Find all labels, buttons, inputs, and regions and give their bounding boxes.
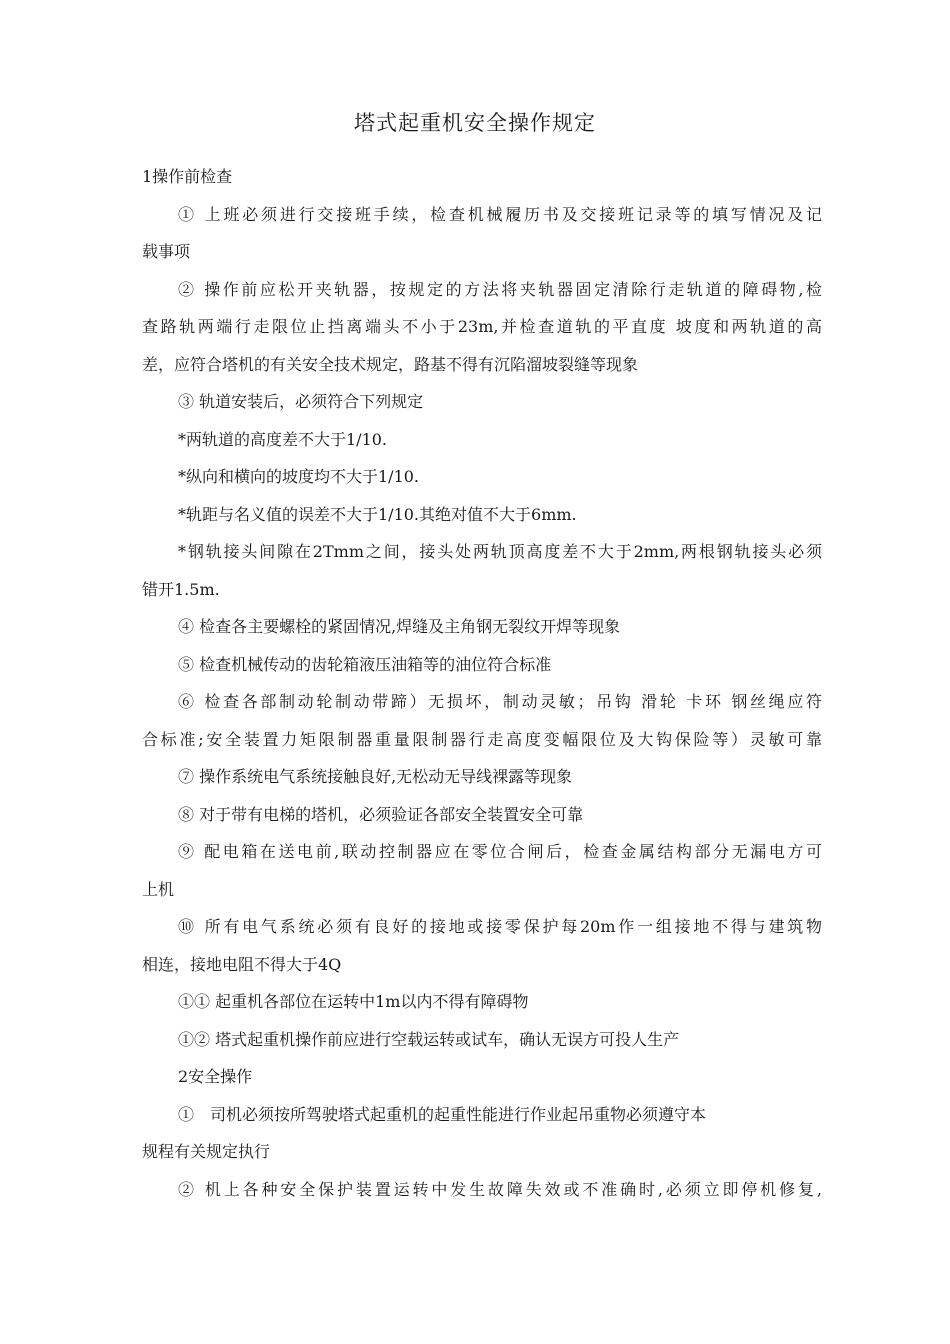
text-line: ①② 塔式起重机操作前应进行空载运转或试车，确认无误方可投人生产 <box>178 1029 680 1049</box>
text-line: ⑩ 所有电气系统必须有良好的接地或接零保护每20m作一组接地不得与建筑物 <box>178 917 822 936</box>
text-line: 错开1.5m. <box>142 579 220 599</box>
text-line: *钢轨接头间隙在2Tmm之间，接头处两轨顶高度差不大于2mm,两根钢轨接头必须 <box>178 542 822 561</box>
text-line: ⑥ 检查各部制动轮制动带蹄）无损坏，制动灵敏；吊钩 滑轮 卡环 钢丝绳应符 <box>178 692 822 711</box>
text-line: ① 司机必须按所驾驶塔式起重机的起重性能进行作业起吊重物必须遵守本 <box>178 1104 707 1124</box>
text-line: 载事项 <box>142 242 191 261</box>
text-line: 上机 <box>142 879 175 899</box>
text-line: 2安全操作 <box>178 1067 253 1086</box>
document-title: 塔式起重机安全操作规定 <box>354 111 596 135</box>
text-line: 规程有关规定执行 <box>142 1142 271 1161</box>
text-line: ⑤ 检查机械传动的齿轮箱液压油箱等的油位符合标准 <box>178 654 552 674</box>
text-line: ① 上班必须进行交接班手续，检查机械履历书及交接班记录等的填写情况及记 <box>178 204 822 224</box>
text-line: ② 机上各种安全保护装置运转中发生故障失效或不准确时,必须立即停机修复, <box>178 1179 822 1199</box>
text-line: ④ 检查各主要螺栓的紧固情况,焊缝及主角钢无裂纹开焊等现象 <box>178 617 621 636</box>
text-line: 合标准;安全装置力矩限制器重量限制器行走高度变幅限位及大钩保险等）灵敏可靠 <box>142 729 822 749</box>
text-line: 相连，接地电阻不得大于4Q <box>142 954 342 974</box>
text-line: 差，应符合塔机的有关安全技术规定，路基不得有沉陷溜坡裂缝等现象 <box>142 354 639 374</box>
text-line: 1操作前检查 <box>142 167 233 186</box>
text-line: *轨距与名义值的误差不大于1/10.其绝对值不大于6mm. <box>178 504 577 524</box>
text-line: ⑦ 操作系统电气系统接触良好,无松动无导线裸露等现象 <box>178 767 573 786</box>
text-line: ⑧ 对于带有电梯的塔机，必须验证各部安全装置安全可靠 <box>178 804 584 824</box>
text-line: 查路轨两端行走限位止挡离端头不小于23m,并检查道轨的平直度 坡度和两轨道的高 <box>142 317 822 336</box>
text-line: *两轨道的高度差不大于1/10. <box>178 429 388 449</box>
text-line: ⑨ 配电箱在送电前,联动控制器应在零位合闸后，检查金属结构部分无漏电方可 <box>178 842 822 861</box>
text-line: ①① 起重机各部位在运转中1m以内不得有障碍物 <box>178 992 529 1011</box>
text-line: ② 操作前应松开夹轨器，按规定的方法将夹轨器固定清除行走轨道的障碍物,检 <box>178 279 822 299</box>
text-line: *纵向和横向的坡度均不大于1/10. <box>178 467 420 486</box>
document-body <box>142 158 822 1208</box>
text-line: ③ 轨道安装后，必须符合下列规定 <box>178 392 424 411</box>
